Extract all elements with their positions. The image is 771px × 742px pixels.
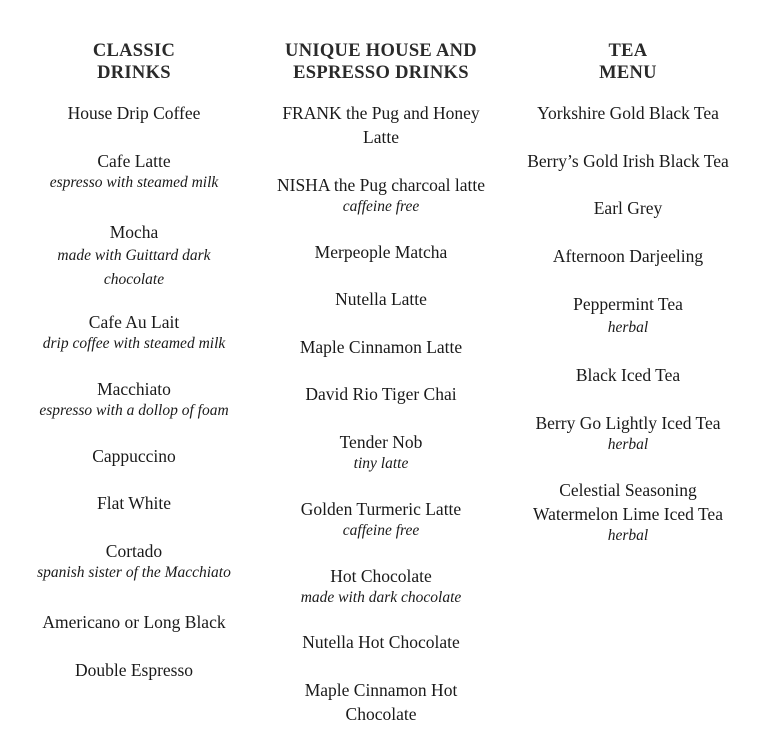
item-name: Afternoon Darjeeling — [552, 246, 704, 266]
unique-drinks-heading — [255, 40, 507, 84]
item-name: Cortado — [105, 541, 163, 561]
item-name: Hot Chocolate — [330, 566, 432, 586]
item-description: espresso with steamed milk — [49, 174, 219, 191]
menu-item-berrys-gold-irish — [508, 149, 748, 173]
item-name: Berry’s Gold Irish Black Tea — [527, 151, 729, 171]
classic-drinks-heading — [14, 40, 254, 84]
item-description: drip coffee with steamed milk — [42, 335, 226, 352]
menu-item-nutella-hot-chocolate — [255, 630, 507, 654]
menu-item-cappuccino — [14, 444, 254, 468]
item-name: Tender Nob — [339, 432, 423, 452]
item-description: chocolate — [103, 271, 165, 288]
menu-item-merpeople-matcha — [255, 240, 507, 264]
item-description: herbal — [607, 527, 649, 544]
item-name: Flat White — [96, 493, 172, 513]
menu-item-americano — [14, 610, 254, 634]
item-name: Nutella Latte — [335, 289, 427, 309]
item-name: Maple Cinnamon Hot — [304, 680, 458, 700]
menu-item-flat-white — [14, 491, 254, 515]
item-name: Peppermint Tea — [573, 294, 683, 314]
item-name: FRANK the Pug and Honey — [282, 103, 480, 123]
menu-item-macchiato — [14, 377, 254, 421]
menu-item-maple-cinnamon-latte — [255, 335, 507, 359]
item-name: Mocha — [109, 222, 159, 242]
menu-item-tender-nob — [255, 430, 507, 474]
item-name: Merpeople Matcha — [314, 242, 448, 262]
menu-item-david-rio-tiger-chai — [255, 382, 507, 406]
menu-item-earl-grey — [508, 196, 748, 220]
item-name: House Drip Coffee — [67, 103, 201, 123]
item-name: Berry Go Lightly Iced Tea — [535, 413, 721, 433]
menu-item-house-drip-coffee — [14, 101, 254, 125]
item-description: caffeine free — [342, 198, 420, 215]
menu-item-frank-the-pug-latte — [255, 101, 507, 149]
item-name: Golden Turmeric Latte — [300, 499, 462, 519]
item-name: Macchiato — [97, 379, 171, 399]
item-description: herbal — [607, 436, 649, 453]
tea-menu-heading — [508, 40, 748, 84]
item-description: herbal — [607, 319, 649, 336]
heading-line: TEA — [608, 41, 648, 61]
menu-item-nisha-charcoal-latte — [255, 173, 507, 217]
item-name: Americano or Long Black — [42, 612, 226, 632]
item-description: spanish sister of the Macchiato — [37, 564, 231, 581]
heading-line: ESPRESSO DRINKS — [293, 63, 469, 83]
menu-item-golden-turmeric-latte — [255, 497, 507, 541]
item-name: Cafe Latte — [97, 151, 171, 171]
item-name: Cappuccino — [92, 446, 176, 466]
menu-item-peppermint-tea — [508, 292, 748, 340]
item-description: tiny latte — [353, 455, 409, 472]
item-name: Chocolate — [345, 704, 417, 724]
menu-item-mocha — [14, 220, 254, 292]
heading-line: DRINKS — [97, 63, 171, 83]
item-name: NISHA the Pug charcoal latte — [276, 175, 485, 195]
menu-item-hot-chocolate — [255, 564, 507, 608]
item-name: Cafe Au Lait — [88, 312, 180, 332]
menu-item-maple-cinnamon-hot-chocolate — [255, 678, 507, 726]
item-description: made with dark chocolate — [300, 589, 462, 606]
item-name: David Rio Tiger Chai — [305, 384, 457, 404]
heading-line: UNIQUE HOUSE AND — [285, 41, 477, 61]
item-description: caffeine free — [342, 522, 420, 539]
item-name: Earl Grey — [593, 198, 663, 218]
menu-item-nutella-latte — [255, 287, 507, 311]
heading-line: CLASSIC — [92, 41, 176, 61]
item-name: Latte — [363, 127, 399, 147]
item-name: Watermelon Lime Iced Tea — [533, 504, 723, 524]
menu-item-cafe-au-lait — [14, 310, 254, 354]
menu-item-afternoon-darjeeling — [508, 244, 748, 268]
menu-item-black-iced-tea — [508, 363, 748, 387]
item-name: Black Iced Tea — [575, 365, 681, 385]
menu-item-celestial-watermelon-lime — [508, 478, 748, 546]
heading-line: MENU — [599, 63, 657, 83]
menu-item-double-espresso — [14, 658, 254, 682]
item-name: Yorkshire Gold Black Tea — [537, 103, 719, 123]
item-description: made with Guittard dark — [57, 247, 211, 264]
item-name: Double Espresso — [74, 660, 194, 680]
menu-item-yorkshire-gold — [508, 101, 748, 125]
menu-item-cortado — [14, 539, 254, 583]
item-name: Nutella Hot Chocolate — [302, 632, 460, 652]
item-name: Maple Cinnamon Latte — [299, 337, 463, 357]
item-description: espresso with a dollop of foam — [39, 402, 229, 419]
item-name: Celestial Seasoning — [559, 480, 697, 500]
menu-item-cafe-latte — [14, 149, 254, 193]
menu-item-berry-go-lightly — [508, 411, 748, 455]
